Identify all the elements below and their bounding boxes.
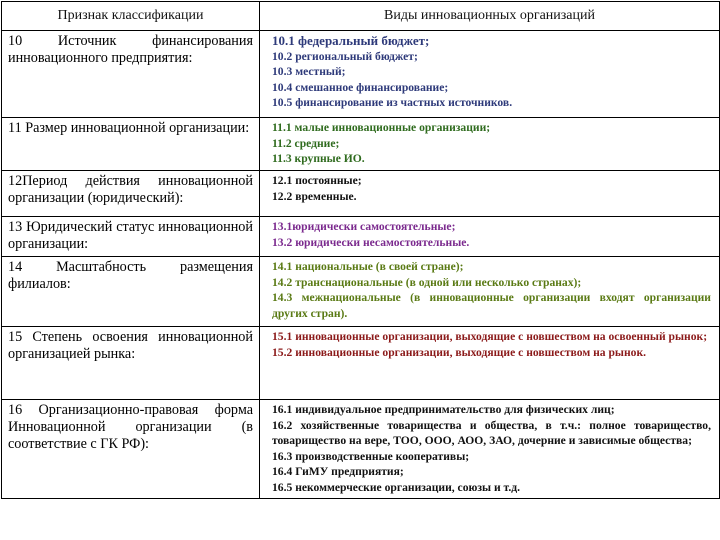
table-row — [2, 257, 720, 327]
row-criterion: 10 Источник финансирования инновационного предприятия: — [2, 31, 260, 118]
list-item: 11.2 средние; — [272, 136, 340, 150]
list-item: 11.1 малые инновационные организации; — [272, 121, 491, 134]
list-item: 14.1 национальные (в своей стране); — [272, 260, 464, 273]
list-item: 12.2 временные. — [272, 189, 357, 203]
row-types — [260, 327, 720, 400]
list-item: 15.2 инновационные организации, выходящие с новшеством на рынок. — [272, 345, 647, 359]
list-item: 16.3 производственные кооперативы; — [272, 449, 470, 463]
header-row — [2, 2, 720, 31]
list-item: 10.1 федеральный бюджет; — [272, 33, 430, 48]
list-item: 16.2 хозяйственные товарищества и общества, в т.ч.: полное товарищество, товарищество на вере, ТОО, ООО, АОО, ЗАО, дочерние и зависимые общества; — [272, 418, 711, 448]
header-col-types: Виды инновационных организаций — [260, 2, 720, 31]
list-item: 14.3 межнациональные (в инновационные организации входят организации других стран). — [272, 291, 711, 320]
classification-table — [1, 1, 720, 499]
table-row — [2, 327, 720, 400]
table-row — [2, 171, 720, 217]
row-criterion: 13 Юридический статус инновационной организации: — [2, 217, 260, 257]
row-criterion: 11 Размер инновационной организации: — [2, 118, 260, 171]
list-item: 16.5 некоммерческие организации, союзы и т.д. — [272, 480, 521, 494]
table-row — [2, 31, 720, 118]
row-types — [260, 118, 720, 171]
table-row — [2, 400, 720, 499]
list-item: 10.2 региональный бюджет; — [272, 49, 418, 63]
row-criterion: 14 Масштабность размещения филиалов: — [2, 257, 260, 327]
row-criterion: 12Период действия инновационной организации (юридический): — [2, 171, 260, 217]
table-row — [2, 118, 720, 171]
list-item: 10.4 смешанное финансирование; — [272, 80, 449, 94]
row-types — [260, 217, 720, 257]
list-item: 16.4 ГиМУ предприятия; — [272, 465, 404, 479]
list-item: 14.2 транснациональные (в одной или несколько странах); — [272, 275, 582, 289]
list-item: 13.1юридически самостоятельные; — [272, 220, 456, 233]
row-types — [260, 31, 720, 118]
row-criterion: 16 Организационно-правовая форма Инновационной организации (в соответствие с ГК РФ): — [2, 400, 260, 499]
list-item: 11.3 крупные ИО. — [272, 152, 365, 166]
row-criterion: 15 Степень освоения инновационной организацией рынка: — [2, 327, 260, 400]
row-types — [260, 400, 720, 499]
list-item: 12.1 постоянные; — [272, 174, 362, 187]
row-types — [260, 257, 720, 327]
table-row — [2, 217, 720, 257]
list-item: 15.1 инновационные организации, выходящие с новшеством на освоенный рынок; — [272, 330, 708, 343]
list-item: 10.5 финансирование из частных источников. — [272, 96, 513, 110]
list-item: 16.1 индивидуальное предпринимательство для физических лиц; — [272, 403, 615, 416]
row-types — [260, 171, 720, 217]
list-item: 10.3 местный; — [272, 65, 346, 79]
list-item: 13.2 юридически несамостоятельные. — [272, 235, 470, 249]
header-col-criterion: Признак классификации — [2, 2, 260, 31]
